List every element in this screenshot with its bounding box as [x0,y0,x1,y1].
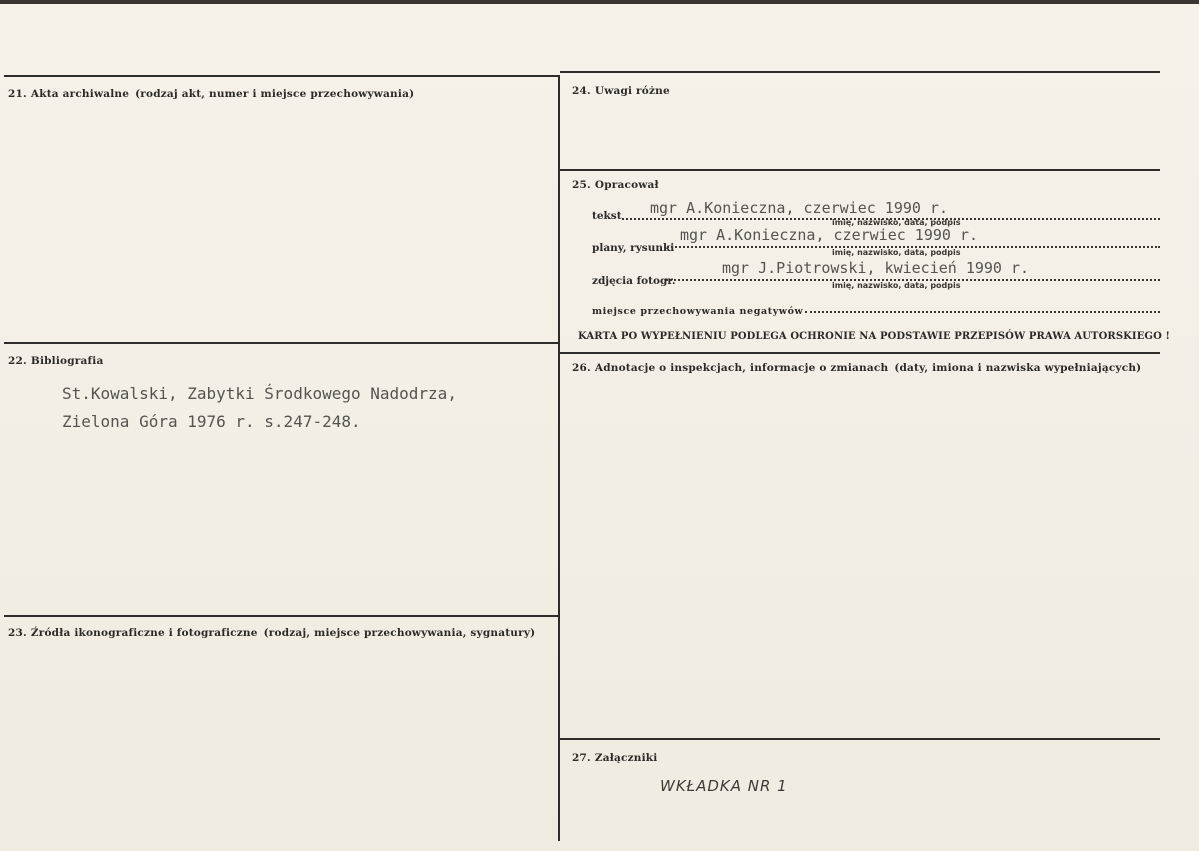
photos-author-label: zdjęcia fotogr. [592,275,676,287]
section-25-heading [572,179,659,191]
bibliography-line-2: Zielona Góra 1976 r. s.247-248. [62,412,361,431]
negatives-location-label: miejsce przechowywania negatywów [592,306,804,317]
drawings-author-caption: imię, nazwisko, data, podpis [832,248,961,257]
text-author-caption: imię, nazwisko, data, podpis [832,218,961,227]
section-26-title: Adnotacje o inspekcjach, informacje o zmianach [594,362,889,374]
section-22-heading [8,355,103,367]
rule-24-25 [560,169,1160,171]
section-22-number: 22. [8,355,27,367]
rule-26-27 [560,738,1160,740]
section-21-number: 21. [8,88,27,100]
section-21-heading [8,88,414,100]
section-27-heading [572,752,657,764]
section-23-number: 23. [8,627,27,639]
text-author-value: mgr A.Konieczna, czerwiec 1990 r. [650,199,949,217]
section-27-number: 27. [572,752,591,764]
section-25-title: Opracował [594,179,659,191]
drawings-author-value: mgr A.Konieczna, czerwiec 1990 r. [680,226,979,244]
section-23-heading [8,627,535,639]
section-26-note: (daty, imiona i nazwiska wypełniających) [894,362,1142,374]
rule-21-22 [4,342,560,344]
photos-author-caption: imię, nazwisko, data, podpis [832,281,961,290]
section-26-number: 26. [572,362,591,374]
section-21-note: (rodzaj akt, numer i miejsce przechowywania) [135,88,415,100]
section-21-title: Akta archiwalne [30,88,130,100]
top-edge [0,0,1199,4]
negatives-location-dotline [805,311,1160,313]
section-23-title: Źródła ikonograficzne i fotograficzne [30,627,258,639]
section-26-heading [572,362,1141,374]
attachment-handwritten-note: WKŁADKA NR 1 [660,777,788,795]
top-rule-right [560,71,1160,73]
section-27-title: Załączniki [594,752,658,764]
photos-author-value: mgr J.Piotrowski, kwiecień 1990 r. [722,259,1030,277]
text-author-label: tekst [592,210,622,222]
section-24-title: Uwagi różne [594,85,670,97]
drawings-author-label: plany, rysunki [592,242,675,254]
copyright-warning: KARTA PO WYPEŁNIENIU PODLEGA OCHRONIE NA PODSTAWIE PRZEPISÓW PRAWA AUTORSKIEGO ! [578,331,1170,342]
section-23-note: (rodzaj, miejsce przechowywania, sygnatury) [263,627,536,639]
rule-22-23 [4,615,560,617]
section-22-title: Bibliografia [30,355,104,367]
section-24-number: 24. [572,85,591,97]
top-rule-left [4,75,560,77]
rule-25-26 [560,352,1160,354]
center-divider [558,75,560,841]
section-24-heading [572,85,670,97]
section-25-number: 25. [572,179,591,191]
bibliography-line-1: St.Kowalski, Zabytki Środkowego Nadodrza, [62,384,457,403]
